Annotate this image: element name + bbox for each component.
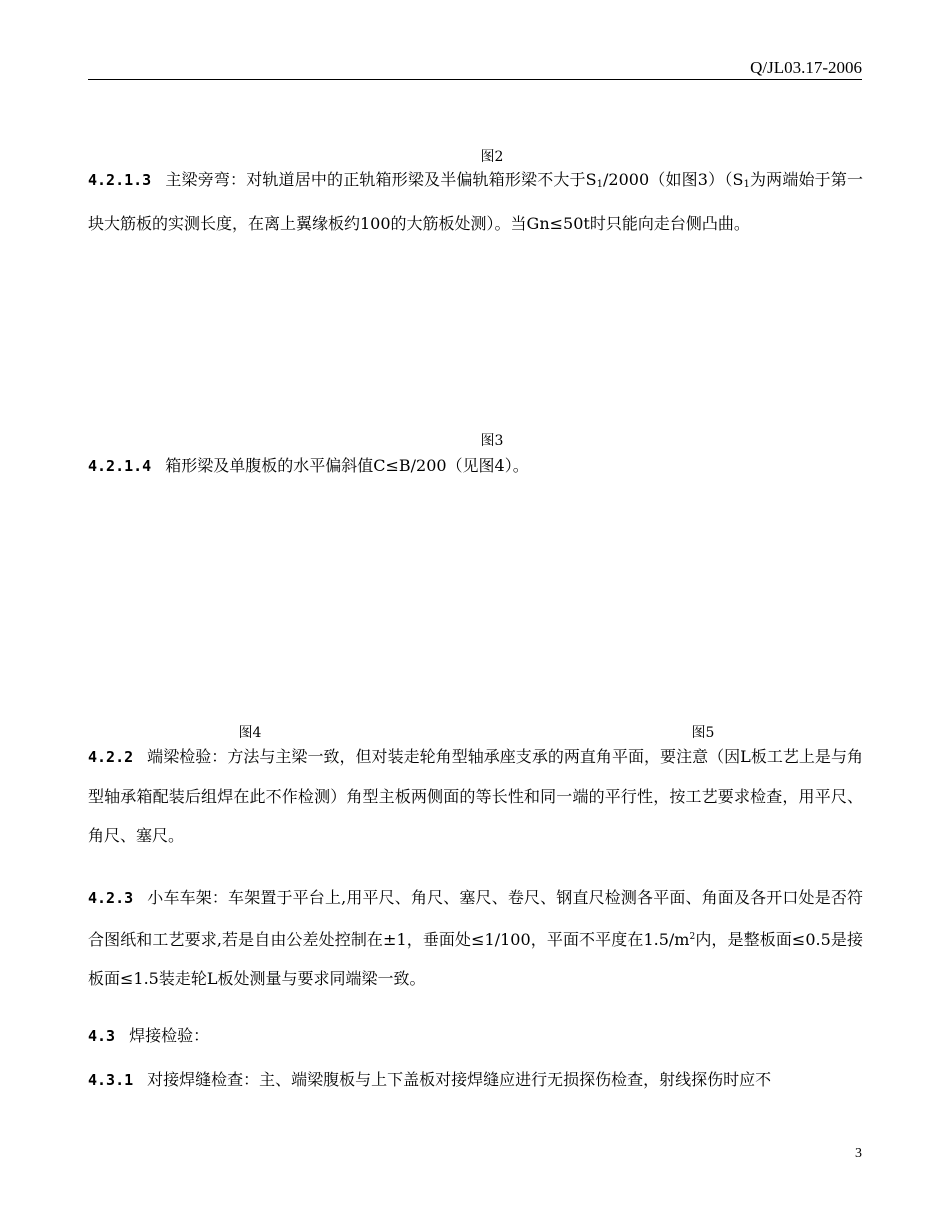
section-number: 4.2.3: [88, 889, 134, 907]
section-4-3: [88, 1026, 209, 1046]
section-4-2-3: [88, 878, 863, 998]
figure-caption-4: 图4: [238, 725, 262, 741]
section-4-2-1-4: [88, 456, 529, 476]
section-number: 4.2.2: [88, 748, 134, 766]
section-text: 端梁检验：方法与主梁一致，但对装走轮角型轴承座支承的两直角平面，要注意（因L板工艺上是与角型轴承箱配装后组焊在此不作检测）角型主板两侧面的等长性和同一端的平行性，按工艺要求检查，用平尺、角尺、塞尺。: [88, 747, 863, 845]
section-text: 箱形梁及单腹板的水平偏斜值C≤B/200（见图4）。: [165, 456, 529, 475]
subscript: 1: [596, 179, 604, 190]
section-text-part-b: 内，是整板面≤0.5是接板面≤1.5装走轮L板处测量与要求同端梁一致。: [88, 930, 863, 988]
page-number: 3: [855, 1146, 862, 1161]
section-number: 4.2.1.4: [88, 457, 152, 475]
section-number: 4.3.1: [88, 1071, 134, 1089]
section-text: 对接焊缝检查：主、端梁腹板与上下盖板对接焊缝应进行无损探伤检查，射线探伤时应不: [147, 1070, 772, 1089]
document-code: Q/JL03.17-2006: [750, 58, 862, 77]
section-number: 4.3: [88, 1027, 116, 1045]
section-text-part-a: 主梁旁弯：对轨道居中的正轨箱形梁及半偏轨箱形梁不大于S: [165, 170, 597, 189]
figure-caption-5: 图5: [691, 725, 715, 741]
section-text-part-c: 为两端始于第一块大筋板的实测长度，在离上翼缘板约100的大筋板处测）。当Gn≤50t时只能向走台侧凸曲。: [88, 170, 863, 233]
section-4-3-1: [88, 1070, 771, 1090]
section-text-part-a: 小车车架：车架置于平台上,用平尺、角尺、塞尺、卷尺、钢直尺检测各平面、角面及各开口处是否符合图纸和工艺要求,若是自由公差处控制在±1，垂面处≤1/100，平面不平度在1.5/m: [88, 888, 863, 949]
superscript: 2: [689, 932, 696, 942]
figure-caption-2: 图2: [480, 149, 504, 165]
section-4-2-2: [88, 737, 863, 855]
section-text-part-b: /2000（如图3）（S: [603, 170, 744, 189]
section-4-2-1-3: [88, 160, 863, 243]
figure-caption-3: 图3: [480, 433, 504, 449]
section-number: 4.2.1.3: [88, 171, 152, 189]
section-text: 焊接检验：: [129, 1026, 210, 1045]
subscript: 1: [743, 179, 750, 190]
header-divider: [88, 79, 862, 80]
